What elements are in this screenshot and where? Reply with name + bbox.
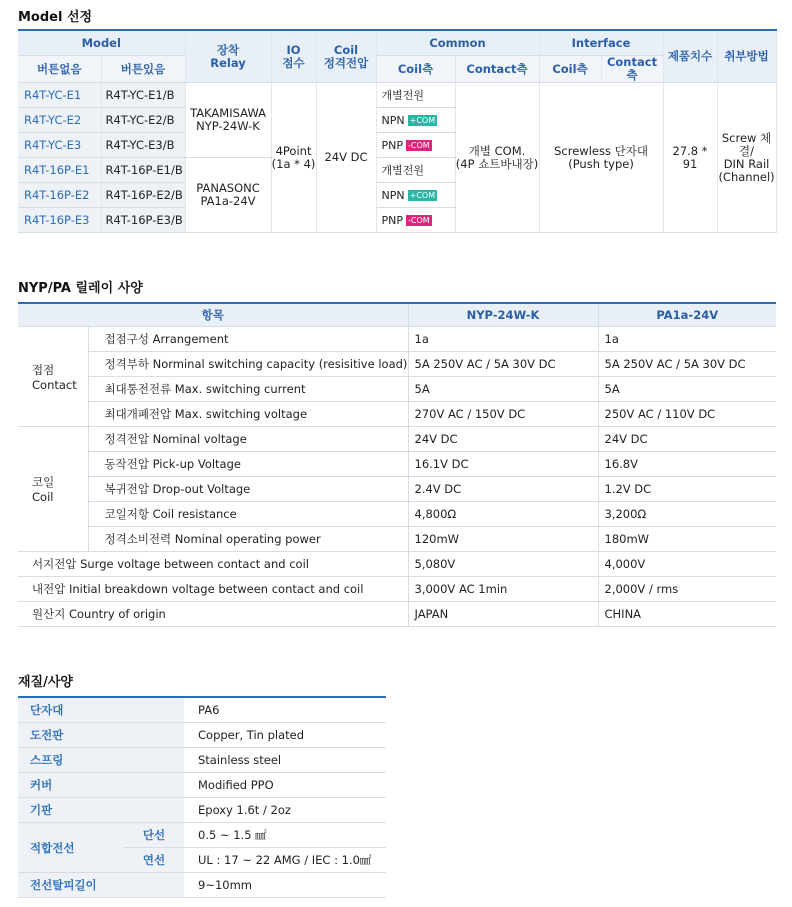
material-key: 커버	[18, 773, 184, 798]
plus-com-badge: +COM	[409, 191, 436, 200]
model-with-button: R4T-16P-E2/B	[101, 183, 185, 208]
wire-key: 적합전선	[18, 823, 124, 873]
nyp-value: 270V AC / 150V DC	[408, 402, 598, 427]
mount-header: 취부방법	[717, 30, 776, 83]
table-row	[18, 527, 776, 552]
spec-label: 원산지 Country of origin	[18, 602, 408, 627]
minus-com-badge: -COM	[408, 141, 430, 150]
common-coil-header: Coil측	[376, 56, 455, 83]
material-value: Copper, Tin plated	[184, 723, 386, 748]
wire-sub-key: 단선	[124, 823, 184, 848]
spec-label: 접점구성 Arrangement	[88, 327, 408, 352]
spec-label: 최대통전전류 Max. switching current	[88, 377, 408, 402]
spec-label: 정격전압 Nominal voltage	[88, 427, 408, 452]
wire-value: UL : 17 ~ 22 AMG / IEC : 1.0㎟	[184, 848, 386, 873]
table-row	[18, 352, 776, 377]
table-row	[18, 377, 776, 402]
pa-value: 24V DC	[598, 427, 776, 452]
table-row	[18, 452, 776, 477]
model-no-button: R4T-YC-E3	[18, 133, 101, 158]
table-row	[18, 402, 776, 427]
material-key: 스프링	[18, 748, 184, 773]
spec-section-title: NYP/PA 릴레이 사양	[18, 281, 143, 296]
model-no-button: R4T-YC-E2	[18, 108, 101, 133]
coil-group-label: 코일 Coil	[18, 427, 88, 552]
relay-spec-table	[18, 302, 776, 627]
spec-label: 정격소비전력 Nominal operating power	[88, 527, 408, 552]
nyp-header: NYP-24W-K	[408, 303, 598, 327]
strip-length-key: 전선탈피길이	[18, 873, 184, 898]
contact-side: 개별 COM. (4P 쇼트바내장)	[455, 83, 539, 233]
spec-label: 복귀전압 Drop-out Voltage	[88, 477, 408, 502]
strip-length-value: 9~10mm	[184, 873, 386, 898]
table-row	[18, 697, 386, 723]
material-key: 도전판	[18, 723, 184, 748]
table-row	[18, 327, 776, 352]
nyp-value: 5,080V	[408, 552, 598, 577]
interface-contact-header: Contact측	[601, 56, 663, 83]
model-no-button: R4T-16P-E1	[18, 158, 101, 183]
pa-value: 2,000V / rms	[598, 577, 776, 602]
model-with-button: R4T-YC-E2/B	[101, 108, 185, 133]
nyp-value: 16.1V DC	[408, 452, 598, 477]
coil-voltage: 24V DC	[316, 83, 376, 233]
material-value: Epoxy 1.6t / 2oz	[184, 798, 386, 823]
material-key: 기판	[18, 798, 184, 823]
coil-voltage-header: Coil 정격전압	[316, 30, 376, 83]
material-value: PA6	[184, 697, 386, 723]
coil-side: 개별전원	[376, 83, 455, 108]
coil-side: PNP -COM	[376, 208, 455, 233]
coil-side: NPN +COM	[376, 183, 455, 208]
model-section-title: Model 선정	[18, 10, 93, 25]
model-no-button: R4T-16P-E3	[18, 208, 101, 233]
pa-value: 4,000V	[598, 552, 776, 577]
nyp-value: 3,000V AC 1min	[408, 577, 598, 602]
table-row	[18, 427, 776, 452]
material-value: Modified PPO	[184, 773, 386, 798]
pa-value: 16.8V	[598, 452, 776, 477]
nyp-value: 120mW	[408, 527, 598, 552]
spec-label: 서지전압 Surge voltage between contact and coil	[18, 552, 408, 577]
common-header: Common	[376, 30, 539, 56]
spec-label: 내전압 Initial breakdown voltage between contact and coil	[18, 577, 408, 602]
plus-com-badge: +COM	[409, 116, 436, 125]
interface-coil-header: Coil측	[539, 56, 601, 83]
spec-label: 정격부하 Norminal switching capacity (resisitive load)	[88, 352, 408, 377]
nyp-value: 5A 250V AC / 5A 30V DC	[408, 352, 598, 377]
table-row	[18, 798, 386, 823]
nyp-value: 2.4V DC	[408, 477, 598, 502]
nyp-value: 24V DC	[408, 427, 598, 452]
spec-label: 코일저항 Coil resistance	[88, 502, 408, 527]
io-header: IO 점수	[271, 30, 316, 83]
item-header: 항목	[18, 303, 408, 327]
coil-side: NPN +COM	[376, 108, 455, 133]
table-row	[18, 83, 776, 108]
relay-panasonic: PANASONC PA1a-24V	[185, 158, 271, 233]
pa-value: 5A 250V AC / 5A 30V DC	[598, 352, 776, 377]
model-no-button: R4T-16P-E2	[18, 183, 101, 208]
model-selection-table	[18, 29, 777, 233]
mount-method: Screw 체결/ DIN Rail (Channel)	[717, 83, 776, 233]
table-row	[18, 823, 386, 848]
model-no-button: R4T-YC-E1	[18, 83, 101, 108]
table-row	[18, 873, 386, 898]
pa-value: 250V AC / 110V DC	[598, 402, 776, 427]
coil-side: PNP -COM	[376, 133, 455, 158]
spec-label: 최대개폐전압 Max. switching voltage	[88, 402, 408, 427]
nyp-value: 5A	[408, 377, 598, 402]
relay-header: 장착 Relay	[185, 30, 271, 83]
interface-type: Screwless 단자대 (Push type)	[539, 83, 663, 233]
interface-header: Interface	[539, 30, 663, 56]
pa-value: CHINA	[598, 602, 776, 627]
material-key: 단자대	[18, 697, 184, 723]
pa-value: 1a	[598, 327, 776, 352]
product-size: 27.8 * 91	[663, 83, 717, 233]
material-value: Stainless steel	[184, 748, 386, 773]
nyp-value: JAPAN	[408, 602, 598, 627]
table-row	[18, 552, 776, 577]
table-row	[18, 577, 776, 602]
wire-value: 0.5 ~ 1.5 ㎟	[184, 823, 386, 848]
table-row	[18, 773, 386, 798]
minus-com-badge: -COM	[408, 216, 430, 225]
with-button-header: 버튼있음	[101, 56, 185, 83]
pa-value: 5A	[598, 377, 776, 402]
model-header: Model	[18, 30, 185, 56]
wire-sub-key: 연선	[124, 848, 184, 873]
pa-value: 1.2V DC	[598, 477, 776, 502]
pa-header: PA1a-24V	[598, 303, 776, 327]
material-section-title: 재질/사양	[18, 675, 73, 690]
no-button-header: 버튼없음	[18, 56, 101, 83]
contact-group-label: 접점 Contact	[18, 327, 88, 427]
io-points: 4Point (1a * 4)	[271, 83, 316, 233]
material-spec-table	[18, 696, 386, 898]
table-row	[18, 502, 776, 527]
model-with-button: R4T-16P-E1/B	[101, 158, 185, 183]
coil-side: 개별전원	[376, 158, 455, 183]
table-row	[18, 723, 386, 748]
model-with-button: R4T-16P-E3/B	[101, 208, 185, 233]
nyp-value: 1a	[408, 327, 598, 352]
model-with-button: R4T-YC-E1/B	[101, 83, 185, 108]
relay-takamisawa: TAKAMISAWA NYP-24W-K	[185, 83, 271, 158]
size-header: 제품치수	[663, 30, 717, 83]
table-row	[18, 477, 776, 502]
pa-value: 180mW	[598, 527, 776, 552]
common-contact-header: Contact측	[455, 56, 539, 83]
model-with-button: R4T-YC-E3/B	[101, 133, 185, 158]
pa-value: 3,200Ω	[598, 502, 776, 527]
table-row	[18, 602, 776, 627]
nyp-value: 4,800Ω	[408, 502, 598, 527]
spec-label: 동작전압 Pick-up Voltage	[88, 452, 408, 477]
table-row	[18, 748, 386, 773]
